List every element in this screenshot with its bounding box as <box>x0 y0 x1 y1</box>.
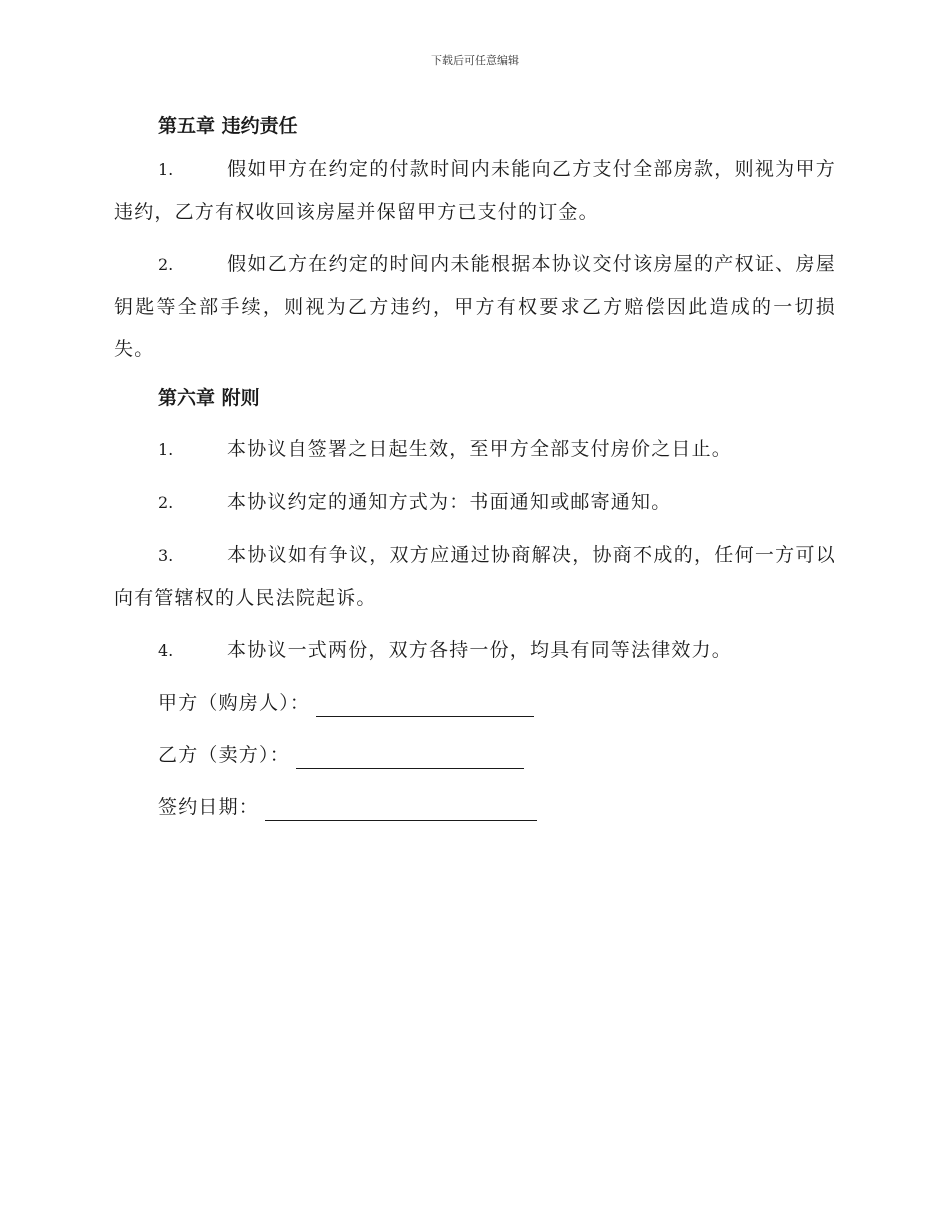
party-a-signature-line <box>114 682 836 734</box>
chapter-6-title: 第六章 附则 <box>158 387 260 409</box>
item-text: 假如甲方在约定的付款时间内未能向乙方支付全部房款，则视为甲方违约，乙方有权收回该房屋并保留甲方已支付的订金。 <box>114 158 836 223</box>
item-number: 4. <box>158 641 174 660</box>
party-b-blank[interactable] <box>296 742 524 769</box>
item-text: 本协议约定的通知方式为：书面通知或邮寄通知。 <box>227 491 672 513</box>
signing-date-line <box>114 786 836 838</box>
item-text: 本协议自签署之日起生效，至甲方全部支付房价之日止。 <box>227 438 733 460</box>
item-number: 1. <box>158 440 174 459</box>
signing-date-blank[interactable] <box>265 794 537 821</box>
party-a-label: 甲方（购房人）： <box>158 692 311 714</box>
chapter-5-title: 第五章 违约责任 <box>158 115 298 137</box>
party-b-signature-line <box>114 734 836 786</box>
chapter-6-item-4 <box>114 629 836 672</box>
document-body <box>114 108 836 838</box>
chapter-6-item-3 <box>114 534 836 619</box>
item-number: 3. <box>158 546 174 565</box>
chapter-6-item-1 <box>114 428 836 471</box>
item-number: 1. <box>158 160 174 179</box>
item-number: 2. <box>158 255 174 274</box>
chapter-6-item-2 <box>114 481 836 524</box>
item-text: 本协议一式两份，双方各持一份，均具有同等法律效力。 <box>227 639 733 661</box>
party-a-blank[interactable] <box>316 690 534 717</box>
item-number: 2. <box>158 493 174 512</box>
chapter-5-item-1 <box>114 148 836 233</box>
item-text: 本协议如有争议，双方应通过协商解决，协商不成的，任何一方可以向有管辖权的人民法院起诉。 <box>114 544 836 609</box>
page-header-note: 下载后可任意编辑 <box>431 54 519 67</box>
signing-date-label: 签约日期： <box>158 796 260 818</box>
chapter-5-item-2 <box>114 243 836 370</box>
item-text: 假如乙方在约定的时间内未能根据本协议交付该房屋的产权证、房屋钥匙等全部手续，则视为乙方违约，甲方有权要求乙方赔偿因此造成的一切损失。 <box>114 253 836 360</box>
party-b-label: 乙方（卖方）： <box>158 744 290 766</box>
